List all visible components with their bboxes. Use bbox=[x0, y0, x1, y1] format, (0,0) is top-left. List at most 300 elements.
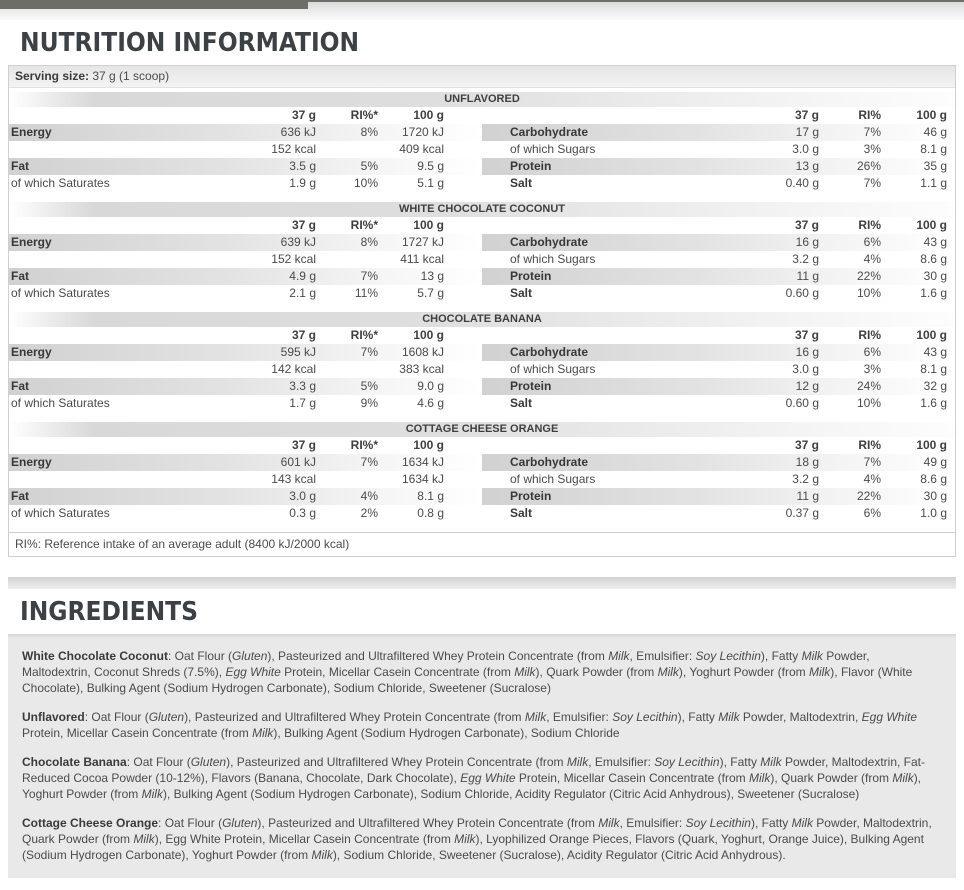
flavor-title: CHOCOLATE BANANA bbox=[9, 312, 955, 327]
serving-size-value: 37 g (1 scoop) bbox=[89, 69, 170, 83]
ingredients-paragraph-white-chocolate-coconut bbox=[22, 648, 940, 696]
table-row bbox=[9, 361, 482, 378]
ingredient-text: Soy Lecithin bbox=[685, 816, 751, 830]
ingredient-text: Egg White bbox=[225, 665, 281, 679]
table-row bbox=[482, 378, 955, 395]
ingredient-text: , Emulsifier: bbox=[629, 649, 696, 663]
ingredient-text: ), Egg White Protein, Micellar Casein Concentrate (from bbox=[154, 832, 455, 846]
value-100g: 1.6 g bbox=[920, 396, 947, 410]
column-header-row bbox=[9, 437, 482, 454]
ingredient-text: : Oat Flour ( bbox=[168, 649, 233, 663]
column-header-37g: 37 g bbox=[794, 438, 819, 452]
value-ri: 4% bbox=[863, 472, 881, 486]
column-header-ri: RI%* bbox=[350, 328, 378, 342]
value-100g: 13 g bbox=[420, 269, 444, 283]
left-half bbox=[9, 327, 482, 412]
serving-size-label: Serving size: bbox=[15, 69, 90, 83]
row-label: Fat bbox=[11, 379, 29, 393]
ingredient-text: Milk bbox=[801, 649, 823, 663]
row-label: Salt bbox=[510, 176, 533, 190]
top-left-bar bbox=[0, 0, 308, 9]
table-row bbox=[482, 234, 955, 251]
value-100g: 30 g bbox=[923, 489, 947, 503]
ingredient-text: Gluten bbox=[148, 710, 185, 724]
table-row bbox=[482, 454, 955, 471]
value-100g: 32 g bbox=[923, 379, 947, 393]
column-header-row bbox=[482, 437, 955, 454]
ingredient-text: Milk bbox=[514, 665, 536, 679]
ingredient-text: ), Lyophilized Orange Pieces, Flavors (Quark, Yoghurt, Orange Juice), Bulking Agent (Sodium Hydrogen Carbonate), Yoghurt Powder (from bbox=[22, 832, 924, 862]
row-label bbox=[11, 471, 244, 488]
row-label: Fat bbox=[11, 489, 29, 503]
value-ri: 6% bbox=[863, 345, 881, 359]
right-half bbox=[482, 217, 955, 302]
table-row bbox=[9, 234, 482, 251]
column-header-ri: RI% bbox=[858, 328, 881, 342]
ingredient-flavor-name: Unflavored bbox=[22, 710, 85, 724]
ingredient-text: Milk bbox=[566, 755, 589, 769]
ingredient-text: Milk bbox=[524, 710, 547, 724]
row-label: of which Sugars bbox=[510, 362, 596, 376]
ingredient-text: : Oat Flour ( bbox=[84, 710, 149, 724]
section-body bbox=[9, 107, 955, 192]
ingredient-text: Protein, Micellar Casein Concentrate (from bbox=[280, 665, 515, 679]
value-ri: 4% bbox=[863, 252, 881, 266]
table-row bbox=[482, 395, 955, 412]
ingredient-text: Powder, Maltodextrin, Coconut Shreds (7.5%), bbox=[22, 649, 870, 679]
value-100g: 49 g bbox=[923, 455, 947, 469]
row-label: Fat bbox=[11, 269, 29, 283]
column-header-row bbox=[9, 217, 482, 234]
ingredient-text: Soy Lecithin bbox=[612, 710, 678, 724]
value-ri: 22% bbox=[856, 269, 881, 283]
nutrition-section bbox=[9, 312, 955, 412]
ingredient-flavor-name: White Chocolate Coconut bbox=[22, 649, 168, 663]
column-header-ri: RI%* bbox=[350, 438, 378, 452]
table-row bbox=[482, 471, 955, 488]
value-37g: 2.1 g bbox=[289, 286, 316, 300]
ingredient-flavor-name: Cottage Cheese Orange bbox=[22, 816, 159, 830]
table-row bbox=[482, 251, 955, 268]
ingredient-text: ), Bulking Agent (Sodium Hydrogen Carbonate), Sodium Chloride bbox=[273, 726, 620, 740]
row-label: of which Saturates bbox=[11, 396, 110, 410]
value-37g: 0.40 g bbox=[785, 176, 819, 190]
column-header-ri: RI%* bbox=[350, 108, 378, 122]
table-row bbox=[9, 395, 482, 412]
table-row bbox=[482, 268, 955, 285]
value-100g: 1.1 g bbox=[920, 176, 947, 190]
value-ri: 8% bbox=[360, 125, 378, 139]
section-body bbox=[9, 217, 955, 302]
value-37g: 0.60 g bbox=[785, 286, 819, 300]
left-half bbox=[9, 107, 482, 192]
value-100g: 1608 kJ bbox=[401, 345, 444, 359]
value-100g: 8.6 g bbox=[920, 472, 947, 486]
column-header-row bbox=[9, 327, 482, 344]
ingredient-text: Powder, Maltodextrin, Fat-Reduced Cocoa Powder (10-12%), Flavors (Banana, Chocolate, Dark Chocolate), bbox=[22, 755, 925, 785]
column-header-row bbox=[482, 107, 955, 124]
table-row bbox=[9, 141, 482, 158]
table-row bbox=[9, 124, 482, 141]
ingredient-text: : Oat Flour ( bbox=[126, 755, 191, 769]
value-ri: 5% bbox=[360, 159, 378, 173]
value-37g: 16 g bbox=[795, 235, 819, 249]
row-label: of which Saturates bbox=[11, 506, 110, 520]
value-ri: 7% bbox=[863, 125, 881, 139]
value-ri: 7% bbox=[360, 345, 378, 359]
value-100g: 0.8 g bbox=[417, 506, 444, 520]
value-37g: 3.2 g bbox=[792, 252, 819, 266]
value-100g: 4.6 g bbox=[417, 396, 444, 410]
row-label: Protein bbox=[510, 379, 552, 393]
table-row bbox=[9, 158, 482, 175]
value-ri: 10% bbox=[856, 286, 881, 300]
row-label: Energy bbox=[11, 235, 52, 249]
ingredient-text: Soy Lecithin bbox=[695, 649, 761, 663]
value-ri: 7% bbox=[360, 455, 378, 469]
ingredients-title: INGREDIENTS bbox=[20, 597, 198, 627]
row-label: Carbohydrate bbox=[510, 455, 589, 469]
ingredient-text: Gluten bbox=[222, 816, 258, 830]
ingredient-text: ), Pasteurized and Ultrafiltered Whey Protein Concentrate (from bbox=[226, 755, 567, 769]
value-100g: 9.0 g bbox=[417, 379, 444, 393]
value-37g: 3.0 g bbox=[792, 362, 819, 376]
column-header-ri: RI% bbox=[858, 218, 881, 232]
column-header-row bbox=[482, 327, 955, 344]
value-37g: 3.5 g bbox=[289, 159, 316, 173]
value-ri: 6% bbox=[863, 506, 881, 520]
column-header-row bbox=[482, 217, 955, 234]
row-label: Protein bbox=[510, 489, 552, 503]
column-header-100g: 100 g bbox=[413, 218, 444, 232]
value-37g: 636 kJ bbox=[280, 125, 316, 139]
left-half bbox=[9, 437, 482, 522]
table-row bbox=[482, 361, 955, 378]
value-ri: 10% bbox=[856, 396, 881, 410]
row-label: of which Saturates bbox=[11, 176, 110, 190]
value-100g: 43 g bbox=[923, 235, 947, 249]
value-37g: 13 g bbox=[795, 159, 819, 173]
column-header-37g: 37 g bbox=[291, 108, 316, 122]
ingredient-text: Milk bbox=[657, 665, 679, 679]
ingredient-text: ), Quark Powder (from bbox=[770, 771, 893, 785]
table-row bbox=[9, 285, 482, 302]
column-header-spacer bbox=[11, 327, 244, 344]
value-37g: 639 kJ bbox=[280, 235, 316, 249]
column-header-ri: RI% bbox=[858, 108, 881, 122]
ingredient-text: Milk bbox=[608, 649, 630, 663]
ingredients-paragraphs bbox=[8, 634, 956, 878]
ingredient-text: Milk bbox=[892, 771, 914, 785]
value-37g: 143 kcal bbox=[271, 472, 316, 486]
column-header-ri: RI%* bbox=[350, 218, 378, 232]
value-ri: 24% bbox=[856, 379, 881, 393]
ingredient-text: Milk bbox=[808, 665, 831, 679]
value-37g: 1.9 g bbox=[289, 176, 316, 190]
column-header-37g: 37 g bbox=[794, 328, 819, 342]
value-100g: 46 g bbox=[923, 125, 947, 139]
table-row bbox=[482, 158, 955, 175]
table-row bbox=[482, 175, 955, 192]
ingredient-text: Soy Lecithin bbox=[654, 755, 720, 769]
value-100g: 1727 kJ bbox=[401, 235, 444, 249]
value-100g: 5.1 g bbox=[417, 176, 444, 190]
ingredient-text: , Emulsifier: bbox=[588, 755, 655, 769]
value-100g: 43 g bbox=[923, 345, 947, 359]
value-ri bbox=[316, 361, 378, 378]
value-ri: 22% bbox=[856, 489, 881, 503]
table-row bbox=[9, 268, 482, 285]
value-100g: 409 kcal bbox=[399, 142, 444, 156]
ingredient-text: ), Bulking Agent (Sodium Hydrogen Carbonate), Sodium Chloride, Acidity Regulator (Citric Acid Anhydrous), Sweetener (Sucralose) bbox=[162, 787, 860, 801]
value-100g: 9.5 g bbox=[417, 159, 444, 173]
value-100g: 383 kcal bbox=[399, 362, 444, 376]
row-label bbox=[11, 141, 244, 158]
column-header-100g: 100 g bbox=[916, 218, 947, 232]
row-label: Protein bbox=[510, 269, 552, 283]
value-37g: 152 kcal bbox=[271, 252, 316, 266]
value-ri bbox=[316, 251, 378, 268]
column-header-37g: 37 g bbox=[291, 438, 316, 452]
value-100g: 5.7 g bbox=[417, 286, 444, 300]
ingredient-text: ), Pasteurized and Ultrafiltered Whey Protein Concentrate (from bbox=[184, 710, 525, 724]
value-37g: 16 g bbox=[795, 345, 819, 359]
table-row bbox=[482, 344, 955, 361]
table-row bbox=[9, 344, 482, 361]
top-divider bbox=[0, 0, 964, 20]
flavor-title: COTTAGE CHEESE ORANGE bbox=[9, 422, 955, 437]
ingredient-text: Milk bbox=[311, 848, 333, 862]
ingredient-text: ), Yoghurt Powder (from bbox=[678, 665, 809, 679]
row-label: Salt bbox=[510, 396, 533, 410]
ingredient-text: Milk bbox=[141, 787, 163, 801]
ingredient-text: Gluten bbox=[190, 755, 227, 769]
ingredient-text: : Oat Flour ( bbox=[158, 816, 223, 830]
row-label bbox=[11, 251, 244, 268]
value-100g: 1.6 g bbox=[920, 286, 947, 300]
nutrition-table bbox=[8, 65, 956, 557]
ingredient-text: Milk bbox=[718, 710, 740, 724]
ingredient-text: ), Pasteurized and Ultrafiltered Whey Protein Concentrate (from bbox=[257, 816, 599, 830]
table-row bbox=[482, 285, 955, 302]
value-ri: 4% bbox=[360, 489, 378, 503]
table-row bbox=[9, 251, 482, 268]
serving-size-row bbox=[9, 66, 955, 88]
column-header-ri: RI% bbox=[858, 438, 881, 452]
ingredient-text: Milk bbox=[749, 771, 771, 785]
value-ri bbox=[316, 471, 378, 488]
row-label: of which Saturates bbox=[11, 286, 110, 300]
ingredients-paragraph-chocolate-banana bbox=[22, 754, 940, 802]
value-100g: 1720 kJ bbox=[401, 125, 444, 139]
column-header-spacer bbox=[510, 217, 747, 234]
value-37g: 595 kJ bbox=[280, 345, 316, 359]
value-37g: 17 g bbox=[795, 125, 819, 139]
row-label: Carbohydrate bbox=[510, 235, 589, 249]
right-half bbox=[482, 327, 955, 412]
column-header-spacer bbox=[11, 107, 244, 124]
section-gap bbox=[0, 557, 964, 577]
table-row bbox=[9, 471, 482, 488]
ingredient-text: , Emulsifier: bbox=[546, 710, 613, 724]
value-ri: 7% bbox=[863, 455, 881, 469]
column-header-100g: 100 g bbox=[413, 108, 444, 122]
ingredient-text: ), Fatty bbox=[760, 649, 802, 663]
value-ri: 7% bbox=[360, 269, 378, 283]
value-ri: 10% bbox=[353, 176, 378, 190]
row-label: Fat bbox=[11, 159, 29, 173]
table-row bbox=[9, 175, 482, 192]
row-label: Carbohydrate bbox=[510, 345, 589, 359]
value-37g: 0.37 g bbox=[785, 506, 819, 520]
value-37g: 11 g bbox=[796, 489, 819, 503]
row-label: Carbohydrate bbox=[510, 125, 589, 139]
table-row bbox=[9, 488, 482, 505]
column-header-37g: 37 g bbox=[794, 108, 819, 122]
column-header-row bbox=[9, 107, 482, 124]
left-half bbox=[9, 217, 482, 302]
value-100g: 8.1 g bbox=[920, 142, 947, 156]
column-header-100g: 100 g bbox=[413, 328, 444, 342]
row-label: Salt bbox=[510, 506, 533, 520]
column-header-spacer bbox=[510, 107, 747, 124]
row-label bbox=[11, 361, 244, 378]
value-37g: 0.60 g bbox=[785, 396, 819, 410]
value-37g: 152 kcal bbox=[271, 142, 316, 156]
value-100g: 30 g bbox=[923, 269, 947, 283]
ingredient-text: , Emulsifier: bbox=[619, 816, 686, 830]
value-100g: 1634 kJ bbox=[401, 455, 444, 469]
column-header-37g: 37 g bbox=[794, 218, 819, 232]
section-body bbox=[9, 437, 955, 522]
right-half bbox=[482, 107, 955, 192]
nutrition-section bbox=[9, 92, 955, 192]
nutrition-section bbox=[9, 422, 955, 522]
ingredient-text: Egg White bbox=[861, 710, 918, 724]
value-ri: 2% bbox=[360, 506, 378, 520]
value-37g: 3.0 g bbox=[289, 489, 316, 503]
value-37g: 1.7 g bbox=[289, 396, 316, 410]
ingredients-paragraph-unflavored bbox=[22, 709, 940, 741]
column-header-spacer bbox=[510, 437, 747, 454]
value-37g: 11 g bbox=[796, 269, 819, 283]
value-ri: 7% bbox=[863, 176, 881, 190]
ingredient-text: Milk bbox=[598, 816, 620, 830]
ingredient-text: ), Yoghurt Powder (from bbox=[22, 771, 922, 801]
ingredient-text: ), Quark Powder (from bbox=[535, 665, 658, 679]
column-header-100g: 100 g bbox=[916, 438, 947, 452]
row-label: of which Sugars bbox=[510, 472, 596, 486]
ingredient-text: Milk bbox=[133, 832, 155, 846]
ingredient-text: Milk bbox=[791, 816, 813, 830]
row-label: of which Sugars bbox=[510, 142, 596, 156]
ingredient-text: Milk bbox=[252, 726, 274, 740]
column-header-100g: 100 g bbox=[413, 438, 444, 452]
value-37g: 3.0 g bbox=[792, 142, 819, 156]
value-37g: 0.3 g bbox=[289, 506, 316, 520]
row-label: Salt bbox=[510, 286, 533, 300]
ingredient-text: ), Flavor (White Chocolate), Bulking Agent (Sodium Hydrogen Carbonate), Sodium Chloride, Sweetener (Sucralose) bbox=[22, 665, 913, 695]
ingredient-text: Protein, Micellar Casein Concentrate (from bbox=[515, 771, 749, 785]
table-row bbox=[9, 378, 482, 395]
column-header-100g: 100 g bbox=[916, 108, 947, 122]
column-header-spacer bbox=[11, 437, 244, 454]
row-label: Energy bbox=[11, 125, 52, 139]
table-row bbox=[482, 488, 955, 505]
value-100g: 1.0 g bbox=[920, 506, 947, 520]
ingredient-text: ), Fatty bbox=[677, 710, 719, 724]
flavor-title: WHITE CHOCOLATE COCONUT bbox=[9, 202, 955, 217]
table-row bbox=[482, 505, 955, 522]
ingredient-text: Gluten bbox=[232, 649, 268, 663]
value-ri bbox=[316, 141, 378, 158]
value-37g: 3.2 g bbox=[792, 472, 819, 486]
ingredients-top-band bbox=[8, 577, 956, 589]
row-label: Protein bbox=[510, 159, 552, 173]
row-label: of which Sugars bbox=[510, 252, 596, 266]
value-ri: 9% bbox=[360, 396, 378, 410]
value-ri: 8% bbox=[360, 235, 378, 249]
ingredient-text: Powder, Maltodextrin, Quark Powder (from bbox=[22, 816, 932, 846]
table-row bbox=[482, 124, 955, 141]
row-label: Energy bbox=[11, 345, 52, 359]
ingredient-text: Protein, Micellar Casein Concentrate (from bbox=[22, 726, 253, 740]
ingredient-text: ), Sodium Chloride, Sweetener (Sucralose), Acidity Regulator (Citric Acid Anhydrous). bbox=[332, 848, 786, 862]
nutrition-title: NUTRITION INFORMATION bbox=[20, 28, 360, 58]
column-header-100g: 100 g bbox=[916, 328, 947, 342]
row-label: Energy bbox=[11, 455, 52, 469]
nutrition-sections bbox=[9, 92, 955, 522]
section-body bbox=[9, 327, 955, 412]
ingredient-text: Milk bbox=[760, 755, 782, 769]
table-row bbox=[482, 141, 955, 158]
value-ri: 26% bbox=[856, 159, 881, 173]
column-header-37g: 37 g bbox=[291, 218, 316, 232]
value-ri: 5% bbox=[360, 379, 378, 393]
ingredient-text: ), Fatty bbox=[719, 755, 761, 769]
ingredient-text: ), Fatty bbox=[750, 816, 792, 830]
value-37g: 3.3 g bbox=[289, 379, 316, 393]
value-ri: 6% bbox=[863, 235, 881, 249]
ingredient-text: Milk bbox=[454, 832, 476, 846]
value-ri: 3% bbox=[863, 362, 881, 376]
table-row bbox=[9, 454, 482, 471]
value-100g: 8.1 g bbox=[920, 362, 947, 376]
value-37g: 12 g bbox=[795, 379, 819, 393]
value-ri: 11% bbox=[354, 286, 378, 300]
ri-footnote: RI%: Reference intake of an average adult (8400 kJ/2000 kcal) bbox=[9, 532, 955, 556]
ingredient-text: Egg White bbox=[460, 771, 516, 785]
nutrition-section bbox=[9, 202, 955, 302]
value-ri: 3% bbox=[863, 142, 881, 156]
flavor-title: UNFLAVORED bbox=[9, 92, 955, 107]
column-header-37g: 37 g bbox=[291, 328, 316, 342]
value-100g: 1634 kJ bbox=[401, 472, 444, 486]
value-37g: 601 kJ bbox=[280, 455, 316, 469]
column-header-spacer bbox=[11, 217, 244, 234]
value-100g: 8.6 g bbox=[920, 252, 947, 266]
column-header-spacer bbox=[510, 327, 747, 344]
ingredients-paragraph-cottage-cheese-orange bbox=[22, 815, 940, 863]
value-37g: 18 g bbox=[795, 455, 819, 469]
ingredient-text: ), Pasteurized and Ultrafiltered Whey Protein Concentrate (from bbox=[267, 649, 609, 663]
table-row bbox=[9, 505, 482, 522]
value-100g: 8.1 g bbox=[417, 489, 444, 503]
value-100g: 35 g bbox=[923, 159, 947, 173]
ingredient-flavor-name: Chocolate Banana bbox=[22, 755, 127, 769]
ingredient-text: Powder, Maltodextrin, bbox=[739, 710, 862, 724]
right-half bbox=[482, 437, 955, 522]
